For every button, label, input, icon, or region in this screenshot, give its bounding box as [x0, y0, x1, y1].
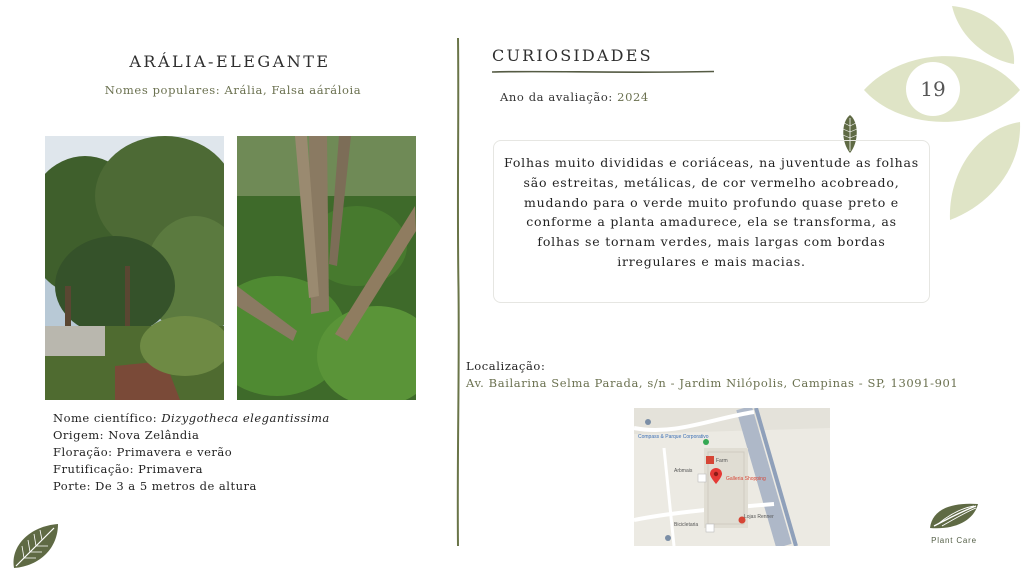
location-map[interactable]	[634, 408, 830, 546]
brand-name: Plant Care	[931, 536, 977, 545]
heading-underline	[492, 69, 714, 75]
origin-row: Origem: Nova Zelândia	[53, 428, 200, 442]
scientific-name-value: Dizygotheca elegantissima	[161, 411, 330, 425]
plant-photo-trunks	[237, 136, 416, 400]
plant-photo-garden	[45, 136, 224, 400]
size-row: Porte: De 3 a 5 metros de altura	[53, 479, 257, 493]
map-label-arbmais: Arbmais	[674, 468, 693, 474]
year-value: 2024	[617, 90, 649, 104]
map-label-bicicletaria: Bicicletaria	[674, 522, 699, 528]
popular-names: Nomes populares: Arália, Falsa aáráloia	[104, 83, 362, 97]
map-label-loja: Lojas Renner	[744, 514, 774, 520]
scientific-name-label: Nome científico:	[53, 411, 158, 425]
page-number-badge	[906, 62, 960, 116]
map-label-farm: Farm	[716, 458, 728, 464]
brand-leaf-icon	[928, 500, 980, 530]
evaluation-year	[500, 90, 649, 104]
curiosities-text: Folhas muito divididas e coriáceas, na juventude as folhas são estreitas, metálicas, de cor vermelho acobreado, mudando para o verde muito profundo quase preto e conforme a planta amadurece, ela se transforma, as folhas se tornam verdes, mais largas com bordas irregulares e mais macias.	[504, 155, 919, 269]
vertical-divider	[456, 38, 460, 546]
curiosities-card	[493, 140, 930, 303]
flowering-row: Floração: Primavera e verão	[53, 445, 233, 459]
plant-facts	[53, 410, 330, 495]
location-label: Localização:	[466, 359, 546, 373]
curiosities-heading: CURIOSIDADES	[492, 46, 653, 65]
map-pin-icon	[710, 468, 722, 484]
year-label: Ano da avaliação:	[500, 90, 613, 104]
plant-title: ARÁLIA-ELEGANTE	[129, 52, 331, 71]
page-number: 19	[920, 77, 946, 101]
map-label-compass: Compass & Parque Corporativo	[638, 434, 709, 440]
location-address: Av. Bailarina Selma Parada, s/n - Jardim Nilópolis, Campinas - SP, 13091-901	[466, 376, 959, 390]
map-label-shopping: Galleria Shopping	[726, 476, 766, 482]
scientific-name-row	[53, 410, 330, 427]
fruiting-row: Frutificação: Primavera	[53, 462, 203, 476]
leaf-icon	[10, 522, 60, 570]
brand-logo	[918, 500, 990, 545]
